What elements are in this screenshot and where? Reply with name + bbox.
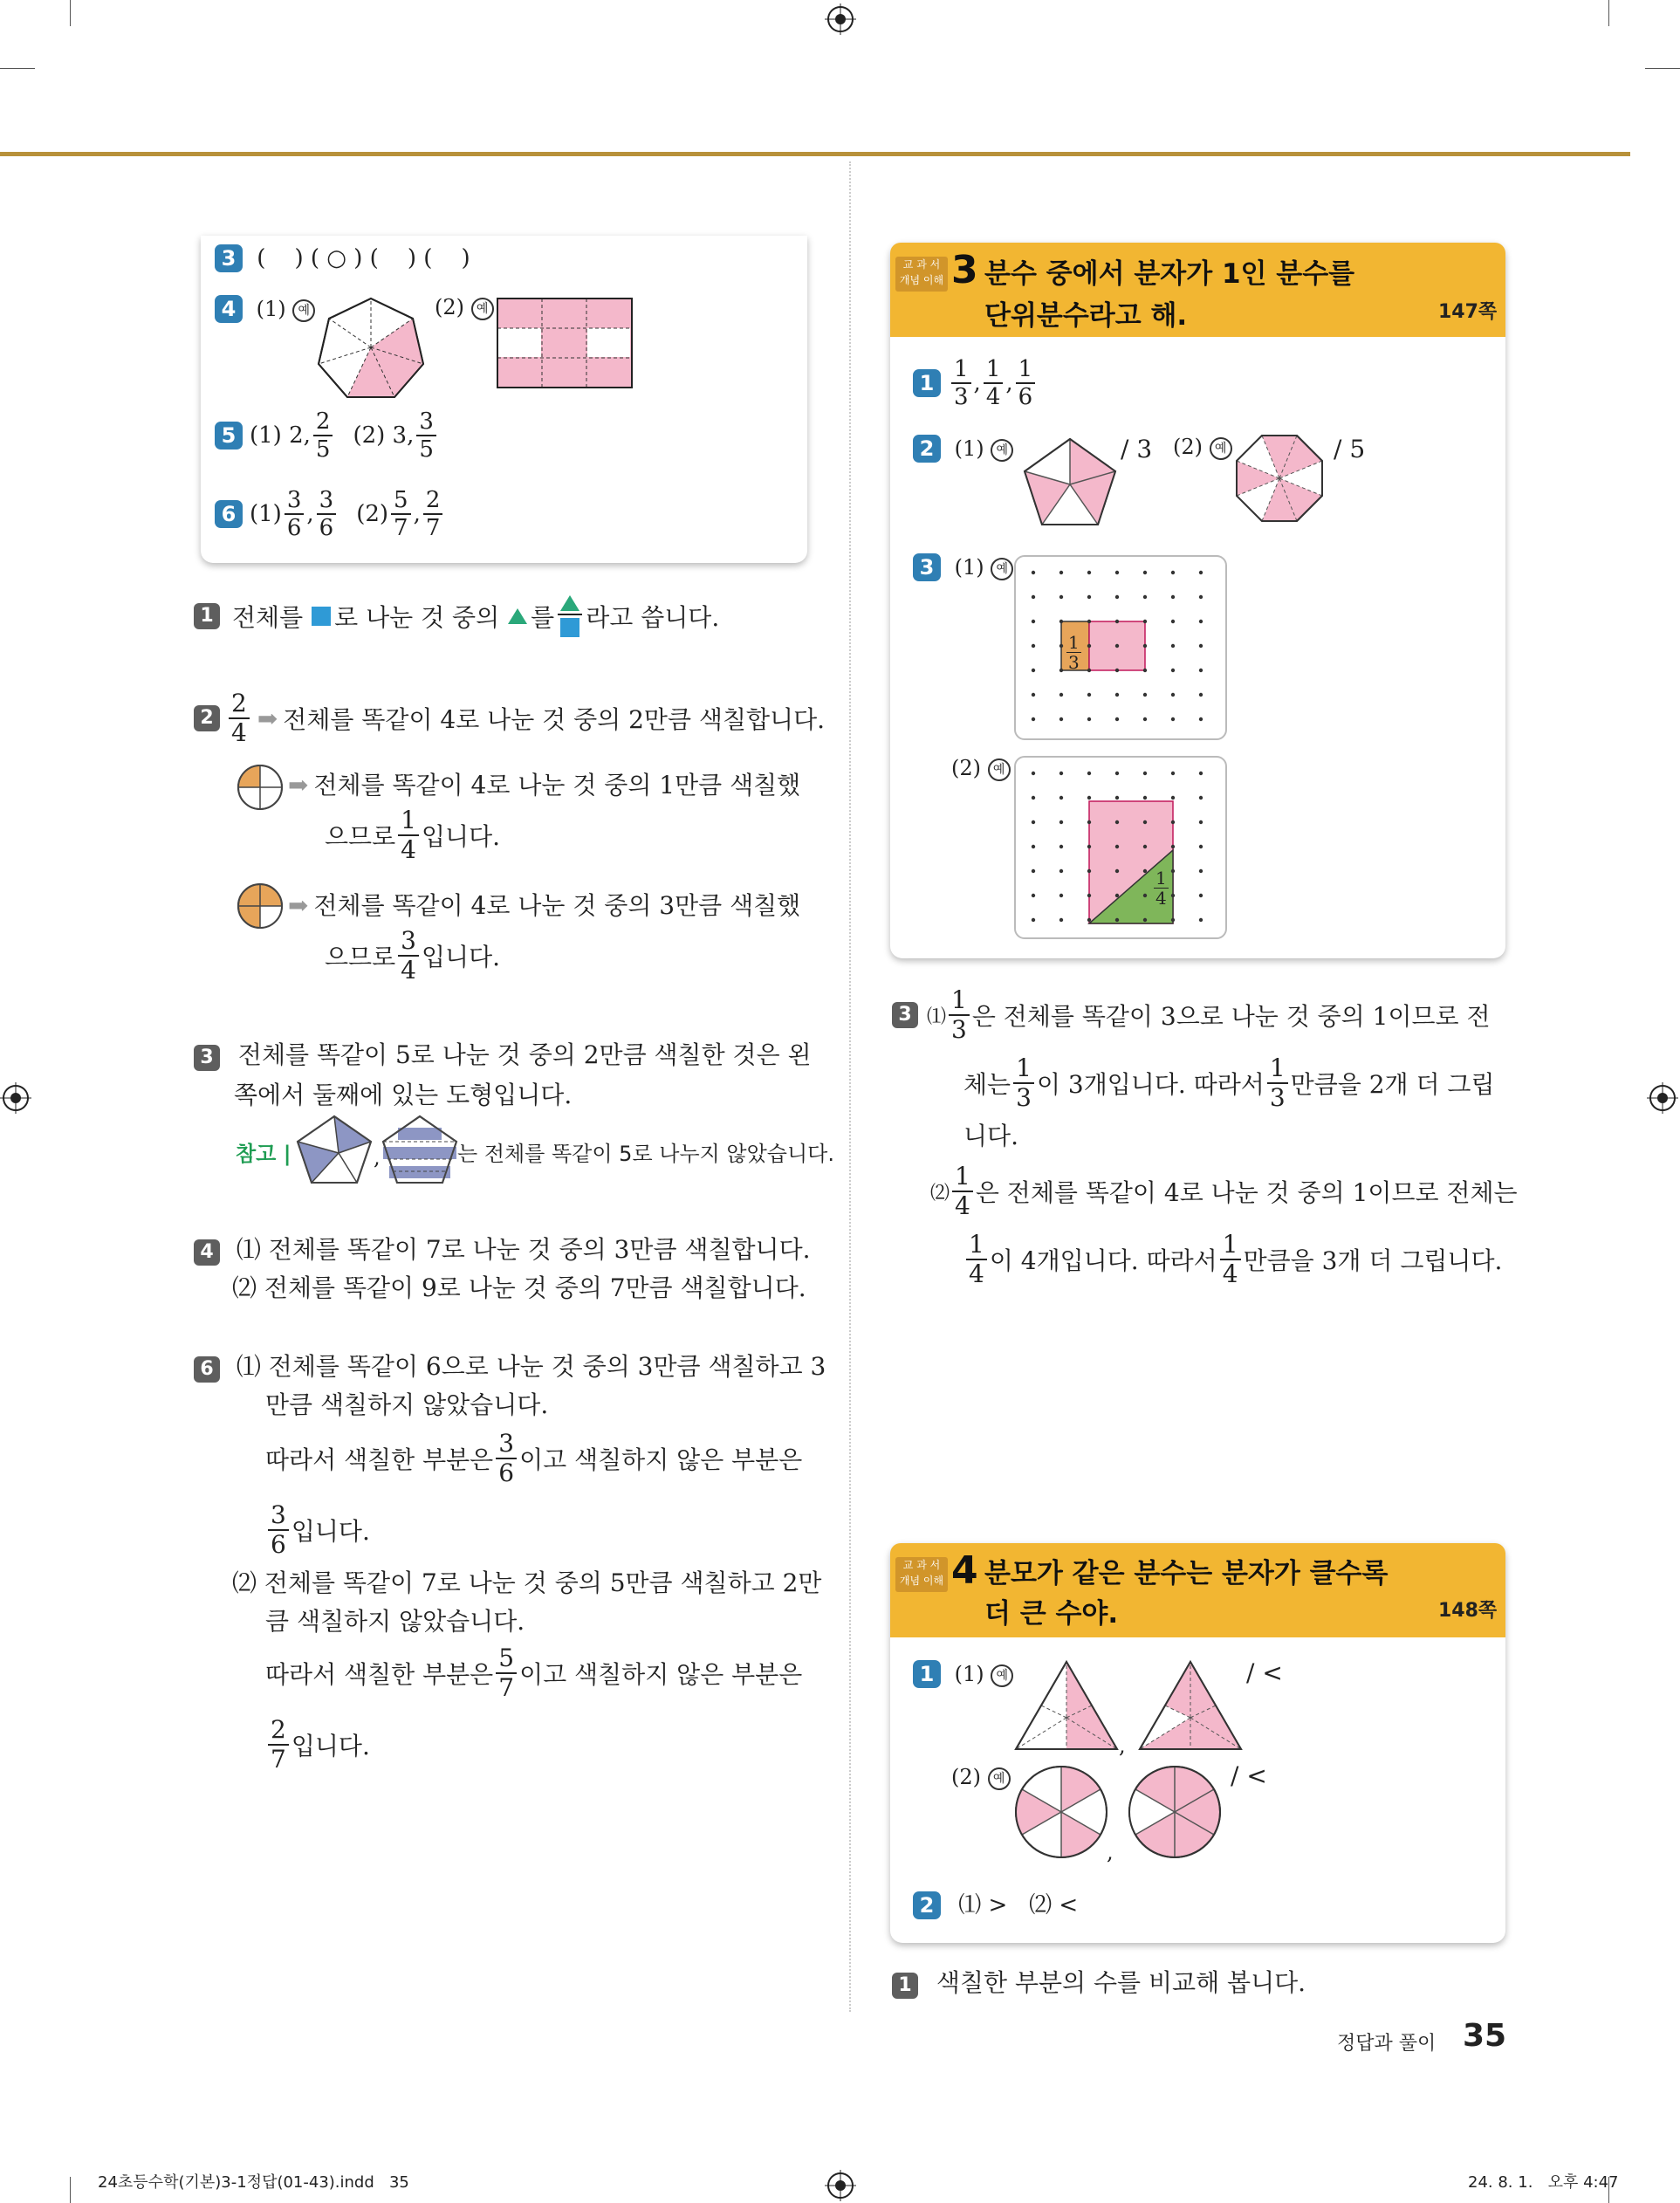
right-explanation-3-line4: ⑵ $\frac{1}{4}$ 은 전체를 똑같이 4로 나눈 것 중의 1이므로 전체는	[930, 1162, 1518, 1220]
grid-dot	[1087, 644, 1091, 648]
grid-dot	[1143, 772, 1147, 775]
grid-dot	[1115, 918, 1119, 922]
grid-dot	[1115, 772, 1119, 775]
grid-dot	[1032, 796, 1035, 800]
grid-dot	[1032, 918, 1035, 922]
grid-dot	[1032, 717, 1035, 721]
crop-mark	[70, 2177, 71, 2203]
grid-dot	[1059, 820, 1063, 824]
striped-pentagon-figure	[381, 1114, 459, 1185]
grid-dot	[1143, 595, 1147, 599]
grid-dot	[1171, 820, 1175, 824]
explanation-2-line5: 으므로 $\frac{3}{4}$ 입니다.	[325, 926, 501, 985]
grid-dot	[1199, 869, 1203, 873]
circle-sixths-figure	[1012, 1763, 1110, 1861]
footer-label: 정답과 풀이	[1337, 2033, 1437, 2055]
concept-4-q1: 1 (1) 예	[913, 1660, 1013, 1688]
column-divider	[849, 161, 851, 2012]
grid-dot	[1087, 845, 1091, 848]
rectangle-figure	[496, 297, 634, 389]
explanation-2-line3: 으므로 $\frac{1}{4}$ 입니다.	[325, 806, 501, 864]
registration-mark-icon	[0, 1082, 31, 1114]
grid-dot	[1059, 796, 1063, 800]
file-info: 24초등수학(기본)3-1정답(01-43).indd 35	[98, 2173, 409, 2192]
right-explanation-3-line5: $\frac{1}{4}$ 이 4개입니다. 따라서 $\frac{1}{4}$ 만큼을 3개 더 그립니다.	[963, 1232, 1502, 1287]
explanation-2-line4: ➡ 전체를 똑같이 4로 나눈 것 중의 3만큼 색칠했	[288, 891, 801, 920]
right-explanation-4: 1 색칠한 부분의 수를 비교해 봅니다.	[892, 1964, 1306, 1999]
section-number: 4	[951, 1548, 978, 1593]
print-date: 24. 8. 1. 오후 4:47	[1468, 2173, 1619, 2192]
grid-dot	[1143, 820, 1147, 824]
explanation-1: 1 전체를 로 나눈 것 중의 를 라고 씁니다.	[194, 595, 719, 637]
grid-dot	[1143, 869, 1147, 873]
grid-dot	[1143, 796, 1147, 800]
grid-dot	[1199, 595, 1203, 599]
grid-dot	[1199, 571, 1203, 574]
grid-dot	[1059, 869, 1063, 873]
irregular-pentagon-figure	[295, 1114, 374, 1185]
right-explanation-3-line2: 체는 $\frac{1}{3}$ 이 3개입니다. 따라서 $\frac{1}{3}$ 만큼을 2개 더 그립	[963, 1053, 1495, 1112]
crop-mark	[0, 68, 35, 69]
answer-5: 5 (1) 2, $\frac{2}{5}$ (2) 3, $\frac{3}{5}$	[215, 410, 439, 461]
concept-3-q2-part2: (2) 예	[1173, 435, 1232, 460]
note-text: 는 전체를 똑같이 5로 나누지 않았습니다.	[457, 1142, 834, 1166]
triangle-figure-2	[1136, 1658, 1245, 1753]
grid-dot	[1171, 869, 1175, 873]
grid-dot	[1171, 772, 1175, 775]
crop-mark	[1645, 68, 1680, 69]
textbook-badge: 교 과 서 개념 이해	[895, 257, 948, 292]
square-icon	[312, 607, 331, 626]
grid-dot	[1143, 644, 1147, 648]
crop-mark	[70, 0, 71, 26]
grid-dot	[1032, 571, 1035, 574]
answer-3: 3 ( ) ( ○ ) ( ) ( )	[215, 244, 470, 272]
triangle-figure-1	[1012, 1658, 1121, 1753]
triangle-over-square-icon	[558, 595, 582, 637]
grid-dot	[1199, 796, 1203, 800]
grid-dot	[1032, 820, 1035, 824]
concept-3-q3: 3 (1) 예	[913, 553, 1013, 581]
explanation-6-line4: $\frac{3}{6}$ 입니다.	[265, 1503, 370, 1557]
grid-dot	[1143, 918, 1147, 922]
grid1-fraction: 1 3	[1068, 632, 1080, 673]
grid-dot	[1115, 571, 1119, 574]
grid-dot	[1059, 845, 1063, 848]
grid-dot	[1059, 772, 1063, 775]
concept-3-q2: 2 (1) 예	[913, 435, 1013, 463]
grid-dot	[1199, 772, 1203, 775]
grid-dot	[1059, 571, 1063, 574]
answer-4-part2: (2) 예	[435, 295, 494, 320]
arrow-icon: ➡	[288, 891, 309, 920]
grid-dot	[1199, 820, 1203, 824]
grid-dot	[1171, 796, 1175, 800]
grid-dot	[1087, 595, 1091, 599]
grid-dot	[1087, 869, 1091, 873]
header-rule	[0, 152, 1630, 156]
grid-dot	[1115, 796, 1119, 800]
grid-dot	[1171, 717, 1175, 721]
grid-dot	[1115, 845, 1119, 848]
page-reference: 148쪽	[1438, 1600, 1498, 1622]
grid-dot	[1199, 845, 1203, 848]
textbook-badge: 교 과 서 개념 이해	[895, 1557, 948, 1592]
grid2-fraction: 1 4	[1155, 868, 1167, 909]
right-explanation-3: 3 ⑴ $\frac{1}{3}$ 은 전체를 똑같이 3으로 나눈 것 중의 1이므로 전	[892, 988, 1491, 1042]
grid-dot	[1171, 918, 1175, 922]
grid-dot	[1199, 644, 1203, 648]
crop-mark	[1608, 0, 1609, 26]
grid-dot	[1059, 894, 1063, 897]
concept-3-q1: 1 $\frac{1}{3}$ , $\frac{1}{4}$ , $\frac{1}{6}$	[913, 358, 1038, 408]
grid-dot	[1032, 595, 1035, 599]
grid-dot	[1087, 693, 1091, 697]
grid-dot	[1115, 644, 1119, 648]
explanation-3: 3 전체를 똑같이 5로 나눈 것 중의 2만큼 색칠한 것은 왼 쪽에서 둘째에 있는 도형입니다.	[194, 1035, 812, 1115]
grid-dot	[1115, 669, 1119, 672]
grid-dot	[1032, 869, 1035, 873]
grid-dot	[1059, 693, 1063, 697]
concept-3-q3-part2: (2) 예	[951, 756, 1011, 781]
answer-slash-5: / 5	[1334, 435, 1366, 463]
grid-dot	[1059, 717, 1063, 721]
grid-dot	[1171, 894, 1175, 897]
grid-dot	[1087, 620, 1091, 623]
grid-dot	[1199, 693, 1203, 697]
grid-dot	[1199, 918, 1203, 922]
grid-dot	[1171, 620, 1175, 623]
grid-dot	[1171, 845, 1175, 848]
grid-dot	[1087, 571, 1091, 574]
grid-dot	[1115, 894, 1119, 897]
registration-mark-icon	[825, 2170, 856, 2201]
grid-dot	[1143, 620, 1147, 623]
grid-dot	[1059, 644, 1063, 648]
explanation-2: 2 $\frac{2}{4}$ ➡ 전체를 똑같이 4로 나눈 것 중의 2만큼 색칠합니다.	[194, 691, 825, 745]
answer-6: 6 (1) $\frac{3}{6}$ , $\frac{3}{6}$ (2) $\frac{5}{7}$ , $\frac{2}{7}$	[215, 489, 445, 539]
explanation-6-line3: 따라서 색칠한 부분은 $\frac{3}{6}$ 이고 색칠하지 않은 부분은	[265, 1429, 803, 1487]
grid-dot	[1199, 669, 1203, 672]
grid-dot	[1171, 669, 1175, 672]
grid-dot	[1059, 595, 1063, 599]
section-title: 분수 중에서 분자가 1인 분수를 단위분수라고 해.	[984, 258, 1355, 332]
grid-dot	[1143, 894, 1147, 897]
dot-grid-drawing-2	[1014, 756, 1227, 939]
heptagon-figure	[314, 295, 428, 400]
grid-dot	[1059, 918, 1063, 922]
note-label: 참고 |	[236, 1142, 291, 1166]
grid-dot	[1087, 894, 1091, 897]
circle-quarter-3-figure	[236, 882, 286, 930]
right-explanation-3-line3: 니다.	[963, 1122, 1018, 1150]
grid-dot	[1143, 845, 1147, 848]
grid-dot	[1115, 620, 1119, 623]
explanation-6: 6 ⑴ 전체를 똑같이 6으로 나눈 것 중의 3만큼 색칠하고 3 만큼 색칠하지 않았습니다.	[194, 1348, 826, 1424]
grid-dot	[1059, 620, 1063, 623]
grid-dot	[1143, 571, 1147, 574]
grid-dot	[1032, 693, 1035, 697]
explanation-4: 4 ⑴ 전체를 똑같이 7로 나눈 것 중의 3만큼 색칠합니다. ⑵ 전체를 똑같이 9로 나눈 것 중의 7만큼 색칠합니다.	[194, 1231, 811, 1307]
section-number: 3	[951, 248, 978, 292]
grid-dot	[1199, 717, 1203, 721]
grid-dot	[1032, 620, 1035, 623]
dot-grid-drawing-1	[1014, 555, 1227, 740]
explanation-2-line2: ➡ 전체를 똑같이 4로 나눈 것 중의 1만큼 색칠했	[288, 771, 801, 800]
comma: ,	[374, 1145, 381, 1170]
grid-dot	[1032, 644, 1035, 648]
grid-dot	[1087, 717, 1091, 721]
explanation-6-line8: $\frac{2}{7}$ 입니다.	[265, 1718, 370, 1772]
octagon-figure	[1234, 433, 1325, 524]
grid-dot	[1115, 869, 1119, 873]
grid-dot	[1171, 693, 1175, 697]
grid-dot	[1087, 669, 1091, 672]
grid-dot	[1115, 595, 1119, 599]
grid-dot	[1199, 894, 1203, 897]
grid-dot	[1087, 820, 1091, 824]
comma: ,	[1119, 1733, 1126, 1758]
section-title: 분모가 같은 분수는 분자가 클수록 더 큰 수야.	[984, 1558, 1389, 1630]
concept-4-q1-part2: (2) 예	[951, 1765, 1011, 1790]
grid-dot	[1171, 644, 1175, 648]
pentagon-figure	[1021, 436, 1119, 527]
grid-dot	[1087, 918, 1091, 922]
concept-4-q2: 2 ⑴ > ⑵ <	[913, 1887, 1078, 1919]
grid-dot	[1059, 669, 1063, 672]
grid-dot	[1087, 796, 1091, 800]
comma: ,	[1107, 1840, 1114, 1864]
answer-slash-3: / 3	[1121, 435, 1153, 463]
grid-dot	[1171, 571, 1175, 574]
answer-4: 4 (1) 예	[215, 295, 315, 323]
circle-sixths-figure-2	[1126, 1763, 1224, 1861]
registration-mark-icon	[825, 3, 856, 35]
grid-dot	[1115, 820, 1119, 824]
registration-mark-icon	[1647, 1082, 1678, 1114]
grid-dot	[1143, 693, 1147, 697]
triangle-icon	[508, 608, 527, 624]
grid-dot	[1115, 693, 1119, 697]
circle-quarter-1-figure	[236, 763, 286, 812]
page-number: 35	[1463, 2018, 1507, 2054]
grid-dot	[1087, 772, 1091, 775]
comparison-answer-1: / <	[1246, 1658, 1283, 1687]
grid-dot	[1143, 717, 1147, 721]
arrow-icon: ➡	[257, 703, 278, 733]
explanation-6-line5: ⑵ 전체를 똑같이 7로 나눈 것 중의 5만큼 색칠하고 2만 큼 색칠하지 않았습니다.	[232, 1568, 822, 1636]
grid-dot	[1199, 620, 1203, 623]
explanation-6-line7: 따라서 색칠한 부분은 $\frac{5}{7}$ 이고 색칠하지 않은 부분은	[265, 1644, 803, 1702]
grid-dot	[1171, 595, 1175, 599]
arrow-icon: ➡	[288, 771, 309, 800]
grid-dot	[1143, 669, 1147, 672]
grid-dot	[1032, 772, 1035, 775]
grid-dot	[1032, 894, 1035, 897]
grid-dot	[1032, 669, 1035, 672]
grid-dot	[1032, 845, 1035, 848]
grid-dot	[1115, 717, 1119, 721]
page-reference: 147쪽	[1438, 301, 1498, 323]
comparison-answer-2: / <	[1231, 1761, 1267, 1790]
